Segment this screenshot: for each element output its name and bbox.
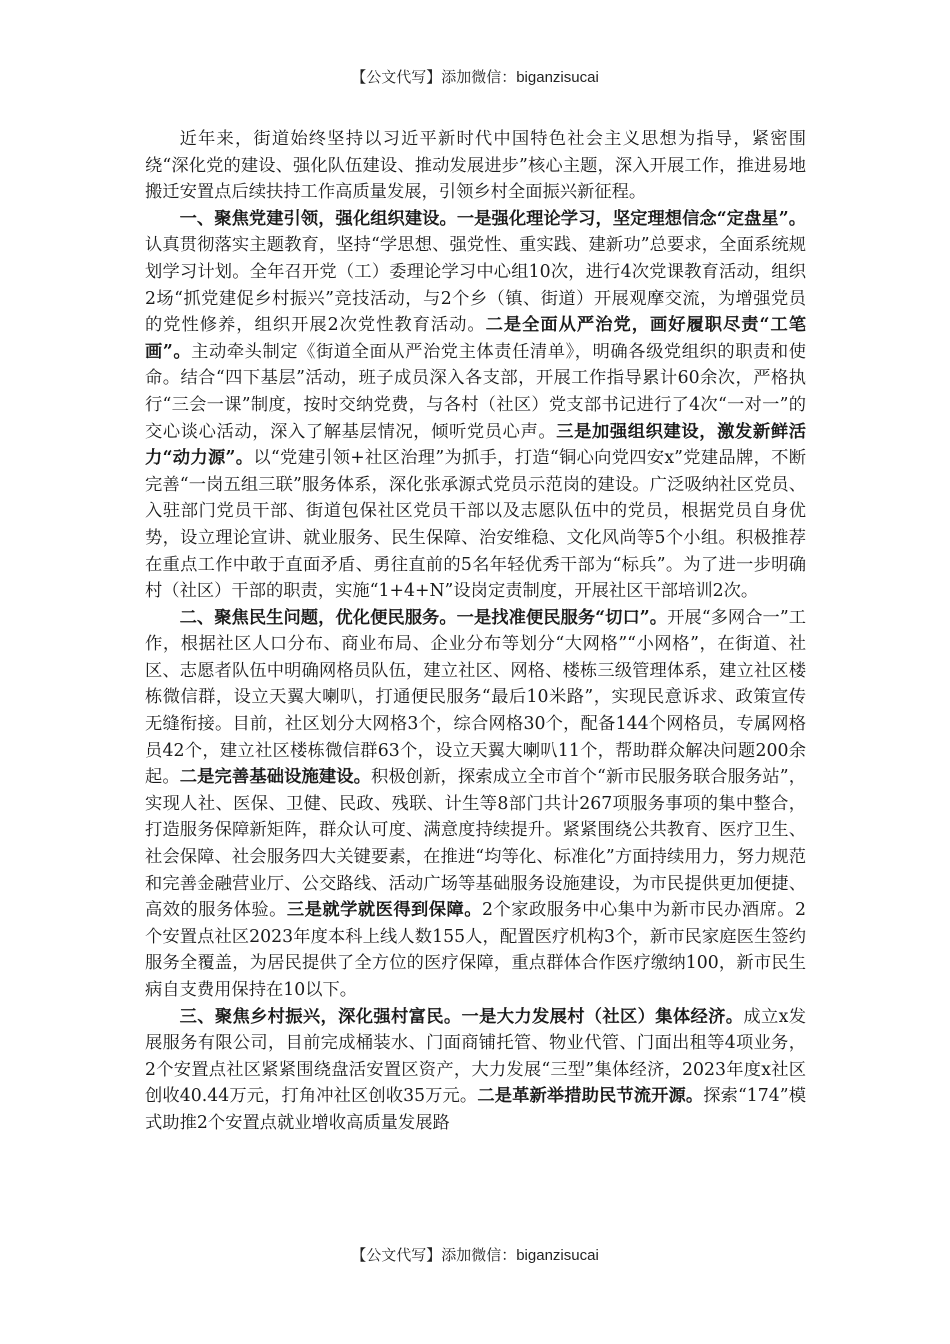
section-1-point-3-title: 三是加强组织建设，激发新鲜活力“动力源”。 [145, 421, 806, 469]
section-2-point-3-title: 三是就学就医得到保障。 [286, 900, 483, 921]
section-2-point-2-text: 积极创新，探索成立全市首个“新市民服务联合服务站”，实现人社、医保、卫健、民政、残联、计生等8部门共计267项服务事项的集中整合，打造服务保障新矩阵，群众认可度、满意度持续提升。紧紧围绕公共教育、医疗卫生、社会保障、社会服务四大关键要素，在推进“均等化、标准化”方面持续用力，努力规范和完善金融营业厅、公交路线、活动广场等基础服务设施建设，为市民提供更加便捷、高效的服务体验。 [145, 767, 806, 921]
section-1-point-2-title: 二是全面从严治党，画好履职尽责“工笔画”。 [145, 315, 806, 362]
section-3-point-2-title: 二是革新举措助民节流开源。 [477, 1086, 704, 1107]
document-body [145, 126, 806, 1137]
section-3-point-1-text: 成立x发展服务有限公司，目前完成桶装水、门面商铺托管、物业代管、门面出租等4项业务，2个安置点社区紧紧围绕盘活安置区资产，大力发展“三型”集体经济，2023年度x社区创收40.44万元，打角冲社区创收35万元。 [145, 1006, 806, 1107]
section-3-heading: 三、聚焦乡村振兴，深化强村富民。 [179, 1006, 462, 1027]
section-3-point-1-title: 一是大力发展村（社区）集体经济。 [461, 1006, 744, 1027]
page-header: 【公文代写】添加微信：biganzisucai [351, 69, 599, 86]
section-2-point-1-title: 一是找准便民服务“切口”。 [456, 607, 668, 628]
section-1-point-3-text: 以“党建引领+社区治理”为抓手，打造“铜心向党四安x”党建品牌，不断完善“一岗五组三联”服务体系，深化张承源式党员示范岗的建设。广泛吸纳社区党员、入驻部门党员干部、街道包保社区党员干部以及志愿队伍中的党员，根据党员自身优势，设立理论宣讲、就业服务、民生保障、治安维稳、文化风尚等5个小组。积极推荐在重点工作中敢于直面矛盾、勇往直前的5名年轻优秀干部为“标兵”。为了进一步明确村（社区）干部的职责，实施“1+4+N”设岗定责制度，开展社区干部培训2次。 [145, 448, 806, 602]
section-2-point-2-title: 二是完善基础设施建设。 [179, 767, 372, 788]
section-2-paragraph [145, 605, 806, 1004]
section-2-point-1-text: 开展“多网合一”工作，根据社区人口分布、商业布局、企业分布等划分“大网格”“小网格”，在街道、社区、志愿者队伍中明确网格员队伍，建立社区、网格、楼栋三级管理体系，建立社区楼栋微信群，设立天翼大喇叭，打通便民服务“最后10米路”，实现民意诉求、政策宣传无缝衔接。目前，社区划分大网格3个，综合网格30个，配备144个网格员，专属网格员42个，建立社区楼栋微信群63个，设立天翼大喇叭11个，帮助群众解决问题200余起。 [145, 607, 806, 788]
section-3-paragraph [145, 1004, 806, 1137]
section-1-point-1-title: 一是强化理论学习，坚定理想信念“定盘星”。 [456, 208, 806, 229]
section-1-paragraph [145, 206, 806, 605]
section-2-point-3-text: 2个家政服务中心集中为新市民办酒席。2个安置点社区2023年度本科上线人数155人，配置医疗机构3个，新市民家庭医生签约服务全覆盖，为居民提供了全方位的医疗保障，重点群体合作医疗缴纳100，新市民生病自支费用保持在10以下。 [145, 900, 806, 1000]
section-1-point-1-text: 认真贯彻落实主题教育，坚持“学思想、强党性、重实践、建新功”总要求，全面系统规划学习计划。全年召开党（工）委理论学习中心组10次，进行4次党课教育活动，组织2场“抓党建促乡村振兴”竞技活动，与2个乡（镇、街道）开展观摩交流，为增强党员的党性修养，组织开展2次党性教育活动。 [145, 235, 806, 336]
section-3-point-2-text: 探索“174”模式助推2个安置点就业增收高质量发展路 [145, 1086, 807, 1133]
intro-paragraph: 近年来，街道始终坚持以习近平新时代中国特色社会主义思想为指导，紧密围绕“深化党的建设、强化队伍建设、推动发展进步”核心主题，深入开展工作，推进易地搬迁安置点后续扶持工作高质量发展，引领乡村全面振兴新征程。 [145, 129, 806, 203]
section-2-heading: 二、聚焦民生问题，优化便民服务。 [179, 607, 457, 628]
page-footer: 【公文代写】添加微信：biganzisucai [351, 1247, 599, 1264]
section-1-heading: 一、聚焦党建引领，强化组织建设。 [179, 208, 457, 229]
section-1-point-2-text: 主动牵头制定《街道全面从严治党主体责任清单》，明确各级党组织的职责和使命。结合“四下基层”活动，班子成员深入各支部，开展工作指导累计60余次，严格执行“三会一课”制度，按时交纳党费，与各村（社区）党支部书记进行了4次“一对一”的交心谈心活动，深入了解基层情况，倾听党员心声。 [145, 341, 806, 442]
